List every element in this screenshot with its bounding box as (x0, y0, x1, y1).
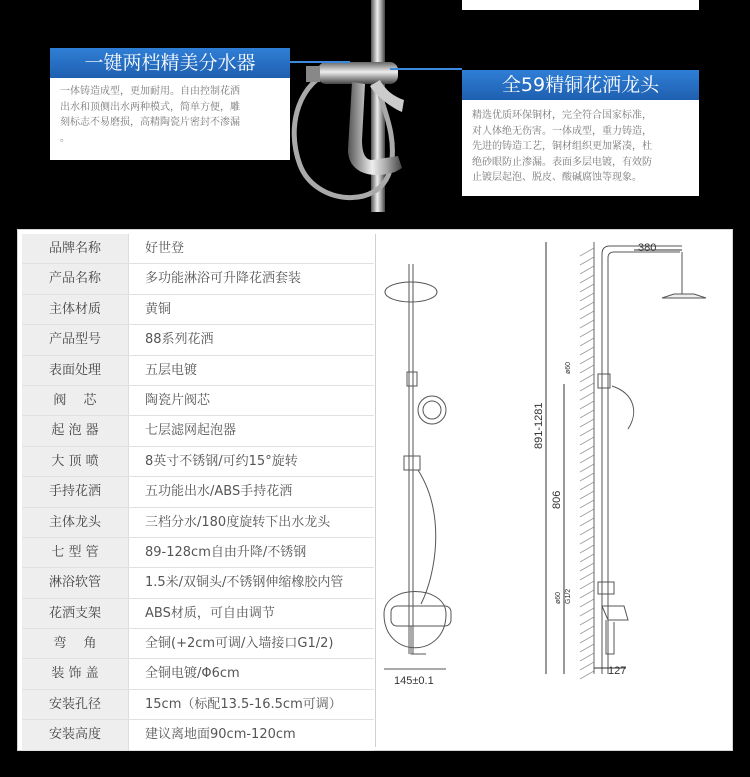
hatch-mark (580, 464, 594, 472)
desc-line: 绝砂眼防止渗漏。表面多层电镀，有效防 (472, 156, 652, 168)
hatch-mark (580, 437, 594, 445)
spec-key: 淋浴软管 (22, 568, 129, 597)
spec-row (22, 264, 374, 294)
spec-value: ABS材质，可自由调节 (145, 605, 275, 621)
hatch-mark (580, 302, 594, 310)
desc-line: 一体铸造成型，更加耐用。自由控制花洒 (60, 86, 240, 97)
spec-key: 安装孔径 (22, 690, 129, 719)
side-spout (606, 620, 614, 654)
spec-value: 1.5米/双铜头/不锈钢伸缩橡胶内管 (145, 575, 344, 591)
spec-key: 花洒支架 (22, 599, 129, 628)
spec-row (22, 295, 374, 325)
hatch-mark (580, 545, 594, 553)
dimension-diagram (376, 234, 732, 747)
spec-value: 建议离地面90cm-120cm (145, 727, 296, 743)
spec-value: 8英寸不锈钢/可约15°旋转 (145, 453, 298, 469)
side-riser-inner (608, 252, 680, 674)
spec-value: 黄铜 (145, 301, 172, 317)
hatch-mark (580, 455, 594, 463)
flange-label-top: ø60 (565, 361, 572, 374)
faucet-body (318, 62, 398, 84)
splitter-callout (50, 48, 290, 160)
front-hose-loop (384, 592, 446, 648)
spec-key: 产品型号 (22, 325, 129, 354)
lower-height-label: 806 (551, 490, 563, 509)
hatch-mark (580, 338, 594, 346)
spec-value: 陶瓷片阀芯 (145, 392, 211, 408)
spec-row (22, 386, 374, 416)
desc-line: 对人体绝无伤害。一体成型，重力铸造， (472, 125, 652, 137)
wall-connector (306, 66, 320, 82)
desc-line: 精选优质环保铜材，完全符合国家标准， (472, 110, 652, 121)
hatch-mark (580, 275, 594, 283)
spec-row (22, 416, 374, 446)
hatch-mark (580, 572, 594, 580)
spec-row (22, 447, 374, 477)
hatch-mark (580, 626, 594, 634)
spec-row (22, 690, 374, 720)
spec-value: 全铜(+2cm可调/入墙接口G1/2) (145, 636, 334, 652)
outlet-spacing-label: 145±0.1 (394, 675, 434, 687)
hatch-mark (580, 617, 594, 625)
hatch-mark (580, 536, 594, 544)
hatch-mark (580, 608, 594, 616)
hatch-mark (580, 482, 594, 490)
spec-key: 主体龙头 (22, 508, 129, 537)
wall-hatch (580, 248, 594, 679)
spec-value: 全铜电镀/Φ6cm (145, 666, 240, 682)
spec-key: 阀 芯 (22, 386, 129, 415)
spec-row (22, 599, 374, 629)
hatch-mark (580, 320, 594, 328)
spec-key: 品牌名称 (22, 234, 129, 263)
spec-key: 表面处理 (22, 356, 129, 385)
callout-line-left (290, 61, 350, 63)
hatch-mark (580, 599, 594, 607)
hatch-mark (580, 365, 594, 373)
desc-line: 刻标志不易磨损，高精陶瓷片密封不渗漏 (60, 117, 240, 128)
spec-row (22, 234, 374, 264)
spec-row (22, 659, 374, 689)
hatch-mark (580, 653, 594, 661)
spec-key: 主体材质 (22, 295, 129, 324)
hatch-mark (580, 671, 594, 679)
hatch-mark (580, 518, 594, 526)
product-photo-area (0, 0, 750, 212)
front-head-shower (385, 282, 437, 302)
side-riser (602, 246, 682, 674)
hatch-mark (580, 419, 594, 427)
side-faucet (602, 606, 628, 620)
faucet-title: 全59精铜花洒龙头 (462, 70, 699, 100)
desc-line: 先进的铸造工艺，铜材组织更加紧凑，杜 (472, 141, 652, 152)
hatch-mark (580, 401, 594, 409)
spec-value: 88系列花洒 (145, 332, 214, 348)
hatch-mark (580, 446, 594, 454)
spec-value: 五层电镀 (145, 362, 198, 378)
hatch-mark (580, 662, 594, 670)
height-range-label: 891-1281 (533, 402, 545, 449)
desc-line: 。 (60, 132, 70, 144)
hatch-mark (580, 635, 594, 643)
top-width-label: 380 (638, 242, 657, 254)
splitter-description (50, 78, 290, 146)
splitter-title: 一键两档精美分水器 (50, 48, 290, 78)
hatch-mark (580, 266, 594, 274)
spec-key: 手持花洒 (22, 477, 129, 506)
spec-value: 七层滤网起泡器 (145, 423, 237, 439)
spec-key: 产品名称 (22, 264, 129, 293)
hatch-mark (580, 644, 594, 652)
spec-row (22, 720, 374, 750)
spec-value: 15cm（标配13.5-16.5cm可调） (145, 696, 342, 712)
hatch-mark (580, 509, 594, 517)
spec-value: 三档分水/180度旋转下出水龙头 (145, 514, 331, 530)
spec-key: 七 型 管 (22, 538, 129, 567)
hatch-mark (580, 590, 594, 598)
faucet-callout (462, 70, 699, 196)
hatch-mark (580, 311, 594, 319)
spout-length-label: 127 (608, 665, 627, 677)
front-hand-shower-face (423, 401, 441, 419)
hatch-mark (580, 527, 594, 535)
spec-row (22, 538, 374, 568)
side-fitting (598, 582, 614, 594)
flange-label-bottom: ø60 (555, 591, 562, 604)
front-hose (418, 470, 436, 604)
side-view (546, 242, 706, 679)
hatch-mark (580, 500, 594, 508)
hatch-mark (580, 581, 594, 589)
spec-value: 多功能淋浴可升降花洒套装 (145, 271, 302, 287)
spec-value: 五功能出水/ABS手持花洒 (145, 484, 293, 500)
spec-value: 好世登 (145, 241, 185, 256)
hatch-mark (580, 356, 594, 364)
front-slider (404, 456, 420, 470)
hatch-mark (580, 428, 594, 436)
spec-row (22, 568, 374, 598)
spec-key: 大 顶 喷 (22, 447, 129, 476)
callout-top-remnant (462, 0, 699, 10)
thread-label: G1/2 (565, 588, 572, 604)
spec-key: 弯 角 (22, 629, 129, 658)
front-view (384, 264, 451, 669)
spec-row (22, 508, 374, 538)
hatch-mark (580, 248, 594, 256)
spec-key: 装 饰 盖 (22, 659, 129, 688)
side-hand-shower (612, 386, 634, 429)
spec-value: 89-128cm自由升降/不锈钢 (145, 544, 307, 560)
hatch-mark (580, 257, 594, 265)
desc-line: 出水和顶侧出水两种模式，简单方便，雕 (60, 101, 240, 113)
faucet-description (462, 100, 699, 186)
spec-key: 安装高度 (22, 720, 129, 749)
front-hand-shower (418, 396, 446, 424)
spec-row (22, 356, 374, 386)
callout-line-right (390, 68, 462, 70)
spec-row (22, 477, 374, 507)
spec-table (22, 234, 374, 751)
front-faucet (391, 606, 451, 626)
hatch-mark (580, 293, 594, 301)
hatch-mark (580, 374, 594, 382)
hatch-mark (580, 392, 594, 400)
hatch-mark (580, 563, 594, 571)
desc-line: 止镀层起泡、脱皮、酸碱腐蚀等现象。 (472, 172, 642, 183)
hatch-mark (580, 410, 594, 418)
spec-row (22, 629, 374, 659)
hatch-mark (580, 329, 594, 337)
hatch-mark (580, 347, 594, 355)
hatch-mark (580, 383, 594, 391)
hatch-mark (580, 491, 594, 499)
hatch-mark (580, 284, 594, 292)
spec-key: 起 泡 器 (22, 416, 129, 445)
hatch-mark (580, 473, 594, 481)
spec-row (22, 325, 374, 355)
side-head-shower (662, 294, 706, 298)
hatch-mark (580, 554, 594, 562)
